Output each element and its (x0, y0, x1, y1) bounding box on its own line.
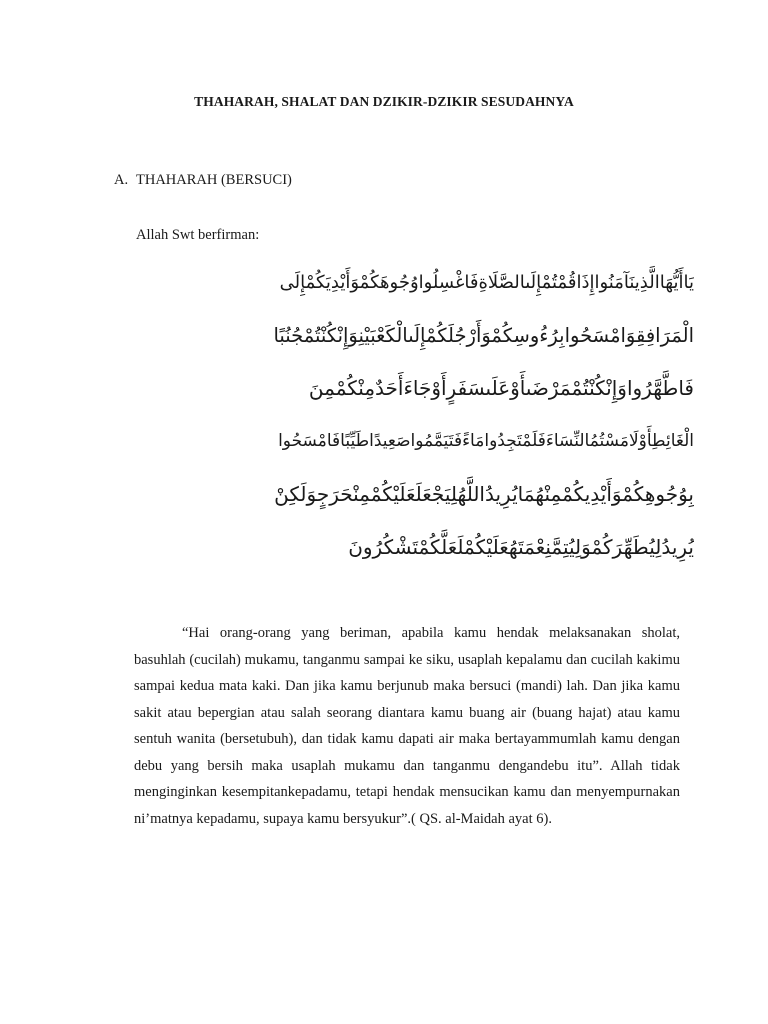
arabic-line: الْغَائِطِأَوْلَامَسْتُمُالنِّسَاءَفَلَمْتَجِدُوامَاءًفَتَيَمَّمُواصَعِيدًاطَيِّبًافَامْسَحُوا (278, 431, 694, 451)
arabic-line: بِوُجُوهِكُمْوَأَيْدِيكُمْمِنْهُمَايُرِيدُاللَّهُلِيَجْعَلَعَلَيْكُمْمِنْحَرَجٍوَلَكِنْ (274, 482, 694, 506)
arabic-line: فَاطَّهَّرُواوَإِنْكُنْتُمْمَرْضَىأَوْعَلَىسَفَرٍأَوْجَاءَأَحَدٌمِنْكُمْمِنَ (308, 376, 694, 400)
translation-paragraph (134, 620, 680, 832)
arabic-line: يُرِيدُلِيُطَهِّرَكُمْوَلِيُتِمَّنِعْمَتَهُعَلَيْكُمْلَعَلَّكُمْتَشْكُرُونَ (348, 535, 694, 559)
translation-text: “Hai orang-orang yang beriman, apabila kamu hendak melaksanakan sholat, basuhlah (cucilah) mukamu, tanganmu sampai ke siku, usaplah kepalamu dan cucilah kakimu sampai kedua mata kaki. Dan jika kamu berjunub maka bersuci (mandi) lah. Dan jika kamu sakit atau bepergian atau salah seorang diantara kamu buang air (buang hajat) atau kamu sentuh wanita (bersetubuh), dan tidak kamu dapati air maka bertayammumlah kamu dengan debu yang bersih maka usaplah mukamu dan tanganmu dengandebu itu”. Allah tidak menginginkan kesempitankepadamu, tetapi hendak mensucikan kamu dan menyempurnakan ni’matnya kepadamu, supaya kamu bersyukur”.( QS. al-Maidah ayat 6). (134, 625, 680, 827)
section-heading (114, 172, 292, 189)
section-marker: A. (114, 172, 129, 188)
arabic-verse (270, 256, 694, 574)
arabic-line: يَاأَيُّهَاالَّذِينَآمَنُواإِذَاقُمْتُمْإِلَىالصَّلَاةِفَاغْسِلُواوُجُوهَكُمْوَأَيْدِيَكُمْإِلَى (279, 272, 694, 293)
section-heading-text: THAHARAH (BERSUCI) (136, 172, 292, 188)
arabic-line: الْمَرَافِقِوَامْسَحُوابِرُءُوسِكُمْوَأَرْجُلَكُمْإِلَىالْكَعْبَيْنِوَإِنْكُنْتُمْجُنُبًا (273, 324, 694, 347)
document-title: THAHARAH, SHALAT DAN DZIKIR-DZIKIR SESUDAHNYA (194, 94, 574, 109)
intro-text: Allah Swt berfirman: (136, 227, 260, 243)
